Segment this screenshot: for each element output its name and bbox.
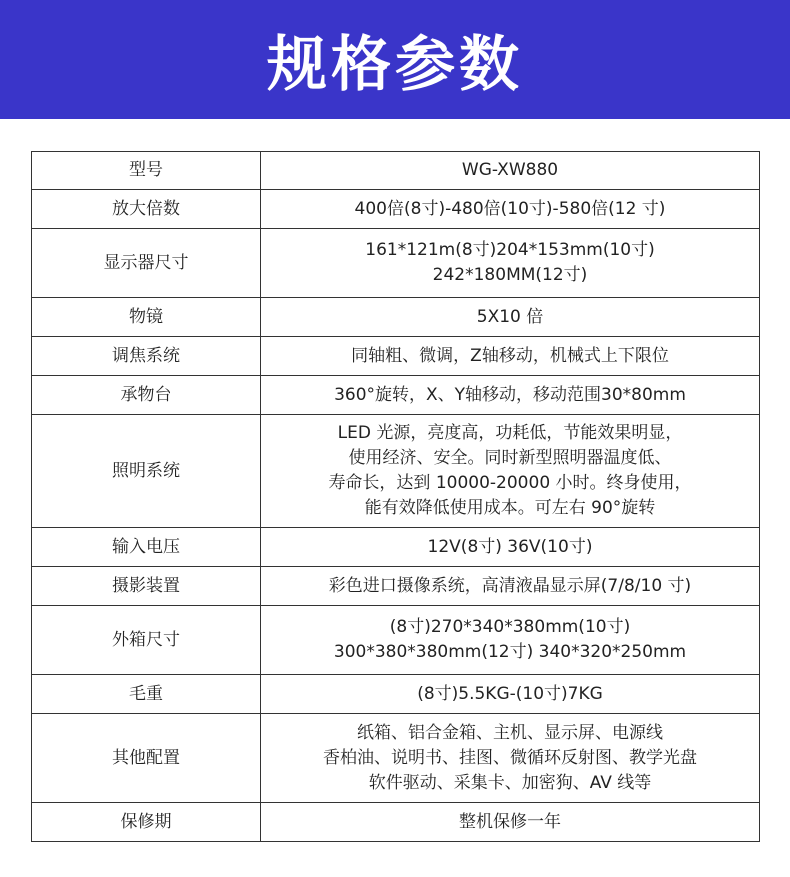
spec-value-line: 5X10 倍 [476,306,544,327]
spec-value-line: LED 光源，亮度高，功耗低，节能效果明显， [337,423,683,443]
spec-value-line: 彩色进口摄像系统，高清液晶显示屏(7/8/10 寸) [328,575,692,596]
spec-value-line: 使用经济、安全。同时新型照明器温度低、 [348,448,672,468]
page-title: 规格参数 [267,29,523,100]
spec-row [32,675,760,714]
spec-value [261,714,760,803]
spec-row [32,152,760,190]
spec-value-line: (8寸)270*340*380mm(10寸) [389,617,631,637]
spec-label: 保修期 [32,803,261,842]
spec-label: 调焦系统 [32,337,261,376]
spec-label: 摄影装置 [32,567,261,606]
spec-label: 其他配置 [32,714,261,803]
spec-value-line: 寿命长，达到 10000-20000 小时。终身使用， [328,473,692,493]
spec-value [261,229,760,298]
spec-value [261,298,760,337]
spec-label: 输入电压 [32,528,261,567]
spec-value-line: WG-XW880 [461,160,559,180]
header-banner [0,0,790,119]
spec-row [32,567,760,606]
spec-value [261,415,760,528]
spec-row [32,376,760,415]
spec-label: 物镜 [32,298,261,337]
spec-row [32,528,760,567]
spec-row [32,606,760,675]
spec-row [32,298,760,337]
spec-label: 显示器尺寸 [32,229,261,298]
spec-value [261,376,760,415]
spec-value-line: 360°旋转，X、Y轴移动，移动范围30*80mm [334,384,686,405]
spec-row [32,415,760,528]
spec-value [261,190,760,229]
spec-value [261,606,760,675]
spec-value [261,152,760,190]
spec-value-line: 能有效降低使用成本。可左右 90°旋转 [364,498,656,518]
spec-value [261,567,760,606]
spec-value-line: 纸箱、铝合金箱、主机、显示屏、电源线 [357,722,663,743]
spec-value-line: 242*180MM(12寸) [432,265,588,285]
spec-value-line: 软件驱动、采集卡、加密狗、AV 线等 [368,772,652,793]
spec-value-line: (8寸)5.5KG-(10寸)7KG [417,683,603,704]
spec-value-line: 161*121m(8寸)204*153mm(10寸) [365,240,655,260]
spec-row [32,714,760,803]
spec-label: 外箱尺寸 [32,606,261,675]
spec-value-line: 300*380*380mm(12寸) 340*320*250mm [333,642,687,662]
spec-value-line: 整机保修一年 [459,811,561,832]
spec-table [31,151,760,842]
spec-label: 放大倍数 [32,190,261,229]
spec-value [261,337,760,376]
spec-row [32,229,760,298]
spec-value-line: 香柏油、说明书、挂图、微循环反射图、教学光盘 [323,747,697,768]
spec-value-line: 12V(8寸) 36V(10寸) [427,536,593,557]
spec-row [32,337,760,376]
spec-row [32,190,760,229]
spec-label: 毛重 [32,675,261,714]
spec-label: 型号 [32,152,261,190]
spec-label: 承物台 [32,376,261,415]
spec-value-line: 400倍(8寸)-480倍(10寸)-580倍(12 寸) [354,198,666,219]
spec-row [32,803,760,842]
spec-value-line: 同轴粗、微调，Z轴移动，机械式上下限位 [351,345,669,366]
spec-value [261,803,760,842]
spec-value [261,675,760,714]
spec-value [261,528,760,567]
spec-label: 照明系统 [32,415,261,528]
